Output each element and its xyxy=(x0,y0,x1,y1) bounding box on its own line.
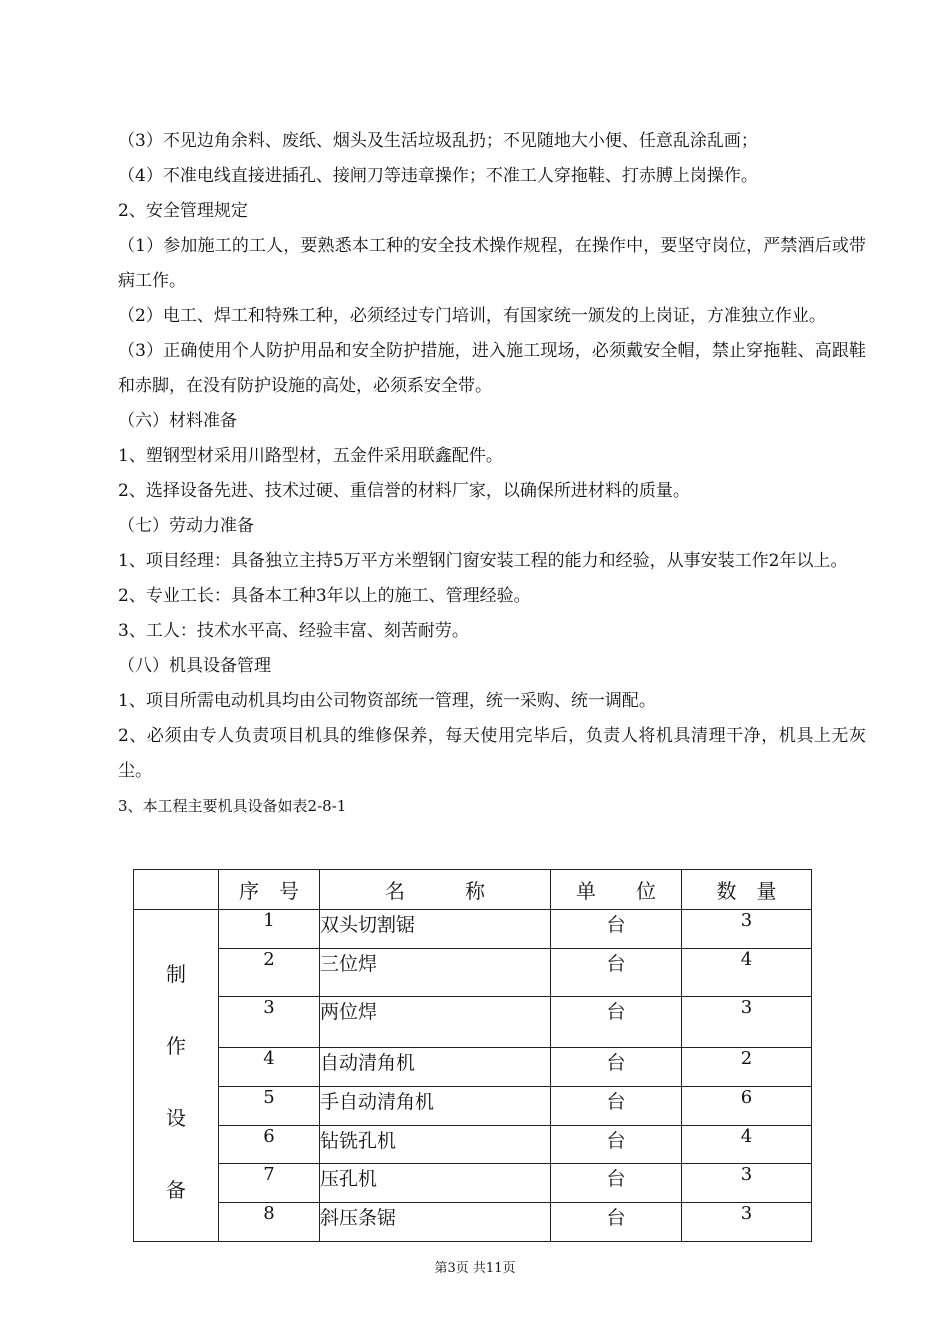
cell-qty: 3 xyxy=(682,1203,812,1242)
cell-unit: 台 xyxy=(551,1048,682,1087)
category-char: 制 xyxy=(166,962,186,986)
cell-unit: 台 xyxy=(551,910,682,949)
table-caption: 3、本工程主要机具设备如表2-8-1 xyxy=(118,797,347,815)
table-row xyxy=(134,949,812,997)
cell-seq: 8 xyxy=(219,1203,320,1242)
table-row xyxy=(134,1087,812,1126)
cell-unit: 台 xyxy=(551,1203,682,1242)
cell-unit: 台 xyxy=(551,1164,682,1203)
cell-qty: 3 xyxy=(682,1164,812,1203)
table-row xyxy=(134,997,812,1048)
section-heading: 2、安全管理规定 xyxy=(118,201,248,221)
cell-seq: 2 xyxy=(219,949,320,997)
cell-qty: 4 xyxy=(682,1126,812,1164)
table-row xyxy=(134,1126,812,1164)
section-heading: （七）劳动力准备 xyxy=(118,516,254,536)
header-qty: 数 量 xyxy=(682,870,812,910)
header-category xyxy=(134,870,219,910)
equipment-table xyxy=(133,869,812,1242)
paragraph: 2、选择设备先进、技术过硬、重信誉的材料厂家，以确保所进材料的质量。 xyxy=(118,481,690,501)
paragraph: 1、项目经理：具备独立主持5万平方米塑钢门窗安装工程的能力和经验，从事安装工作2年以上。 xyxy=(118,551,848,571)
cell-unit: 台 xyxy=(551,1087,682,1126)
table-header-row xyxy=(134,870,812,910)
cell-name: 双头切割锯 xyxy=(320,910,551,949)
header-unit: 单 位 xyxy=(551,870,682,910)
cell-seq: 6 xyxy=(219,1126,320,1164)
cell-qty: 3 xyxy=(682,910,812,949)
cell-seq: 3 xyxy=(219,997,320,1048)
paragraph: （3）正确使用个人防护用品和安全防护措施，进入施工现场，必须戴安全帽，禁止穿拖鞋、高跟鞋和赤脚，在没有防护设施的高处，必须系安全带。 xyxy=(118,341,866,396)
paragraph: 1、项目所需电动机具均由公司物资部统一管理，统一采购、统一调配。 xyxy=(118,691,656,711)
paragraph: 2、必须由专人负责项目机具的维修保养，每天使用完毕后，负责人将机具清理干净，机具上无灰尘。 xyxy=(118,726,866,781)
header-seq: 序 号 xyxy=(219,870,320,910)
paragraph: 3、工人：技术水平高、经验丰富、刻苦耐劳。 xyxy=(118,621,469,641)
category-char: 备 xyxy=(166,1178,186,1202)
category-char: 作 xyxy=(166,1034,186,1058)
cell-name: 手自动清角机 xyxy=(320,1087,551,1126)
paragraph: 1、塑钢型材采用川路型材，五金件采用联鑫配件。 xyxy=(118,446,503,466)
cell-name: 两位焊 xyxy=(320,997,551,1048)
cell-unit: 台 xyxy=(551,949,682,997)
table-row xyxy=(134,1203,812,1242)
paragraph: （3）不见边角余料、废纸、烟头及生活垃圾乱扔；不见随地大小便、任意乱涂乱画； xyxy=(118,131,758,151)
cell-seq: 7 xyxy=(219,1164,320,1203)
document-body xyxy=(118,124,866,823)
cell-name: 钻铣孔机 xyxy=(320,1126,551,1164)
cell-unit: 台 xyxy=(551,997,682,1048)
paragraph: （4）不准电线直接进插孔、接闸刀等违章操作；不准工人穿拖鞋、打赤膊上岗操作。 xyxy=(118,166,758,186)
paragraph: （1）参加施工的工人，要熟悉本工种的安全技术操作规程，在操作中，要坚守岗位，严禁酒后或带病工作。 xyxy=(118,236,866,291)
table-row xyxy=(134,1048,812,1087)
cell-seq: 1 xyxy=(219,910,320,949)
section-heading: （八）机具设备管理 xyxy=(118,656,271,676)
paragraph: （2）电工、焊工和特殊工种，必须经过专门培训，有国家统一颁发的上岗证，方准独立作业。 xyxy=(118,306,826,326)
cell-qty: 4 xyxy=(682,949,812,997)
cell-name: 斜压条锯 xyxy=(320,1203,551,1242)
page-number-footer: 第3页 共11页 xyxy=(434,1261,516,1276)
table-row xyxy=(134,910,812,949)
table-row xyxy=(134,1164,812,1203)
cell-qty: 3 xyxy=(682,997,812,1048)
paragraph: 2、专业工长：具备本工种3年以上的施工、管理经验。 xyxy=(118,586,531,606)
category-cell xyxy=(134,910,219,1242)
cell-seq: 5 xyxy=(219,1087,320,1126)
cell-unit: 台 xyxy=(551,1126,682,1164)
cell-name: 自动清角机 xyxy=(320,1048,551,1087)
section-heading: （六）材料准备 xyxy=(118,411,237,431)
cell-qty: 6 xyxy=(682,1087,812,1126)
cell-name: 三位焊 xyxy=(320,949,551,997)
header-name: 名 称 xyxy=(320,870,551,910)
cell-qty: 2 xyxy=(682,1048,812,1087)
cell-name: 压孔机 xyxy=(320,1164,551,1203)
cell-seq: 4 xyxy=(219,1048,320,1087)
category-char: 设 xyxy=(166,1106,186,1130)
